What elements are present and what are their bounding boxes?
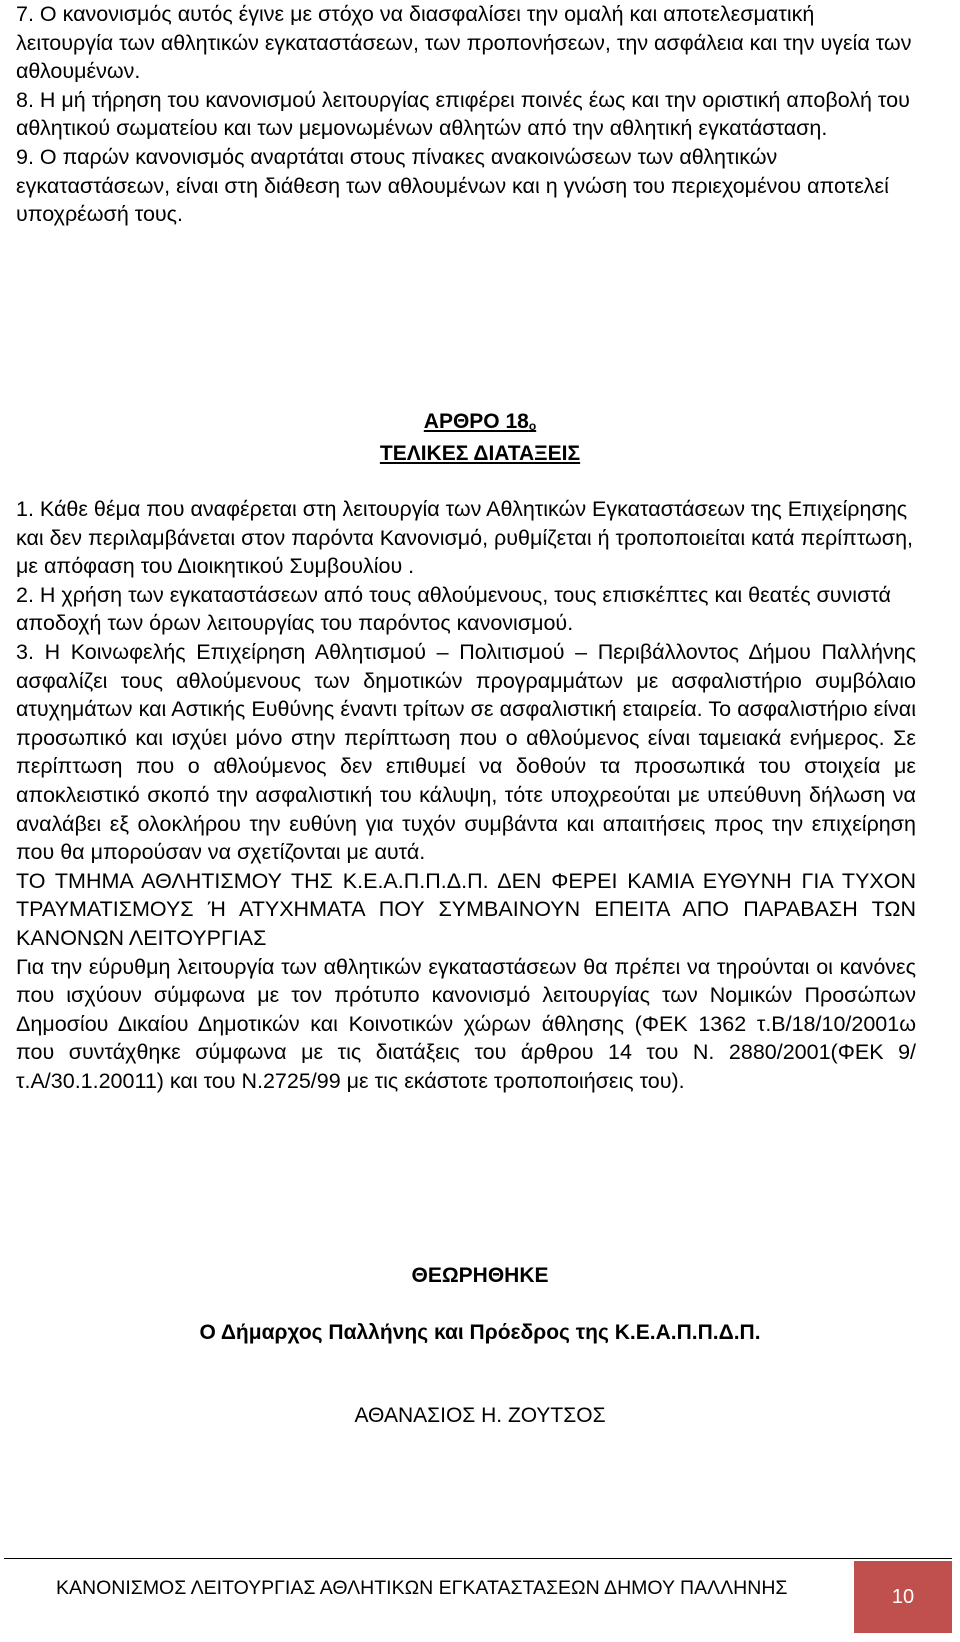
signatory-name: ΑΘΑΝΑΣΙΟΣ Η. ΖΟΥΤΣΟΣ (354, 1404, 606, 1427)
article-number-suffix: ο (528, 419, 537, 433)
article-title: ΤΕΛΙΚΕΣ ΔΙΑΤΑΞΕΙΣ (379, 442, 581, 465)
provision-2: 2. Η χρήση των εγκαταστάσεων από τους αθλούμενους, τους επισκέπτες και θεατές συνιστά αποδοχή των όρων λειτουργίας του παρόντος κανονισμού. (16, 582, 891, 636)
item-7: 7. Ο κανονισμός αυτός έγινε με στόχο να διασφαλίσει την ομαλή και αποτελεσματική λειτουργία των αθλητικών εγκαταστάσεων, των προπονήσεων, την ασφάλεια και την υγεία των αθλουμένων. (16, 2, 912, 84)
provision-1: 1. Κάθε θέμα που αναφέρεται στη λειτουργία των Αθλητικών Εγκαταστάσεων της Επιχείρησης και δεν περιλαμβάνεται στον παρόντα Κανονισμό, ρυθμίζεται ή τροποποιείται κατά περίπτωση, με απόφαση του Διοικητικού Συμβουλίου . (16, 497, 914, 579)
signatory-role: Ο Δήμαρχος Παλλήνης και Πρόεδρος της Κ.Ε.Α.Π.Π.Δ.Π. (199, 1321, 761, 1344)
item-8: 8. Η μή τήρηση του κανονισμού λειτουργίας επιφέρει ποινές έως και την οριστική αποβολή του αθλητικού σωματείου και των μεμονωμένων αθλητών από την αθλητική εγκατάσταση. (16, 87, 910, 141)
provision-3: 3. Η Κοινωφελής Επιχείρηση Αθλητισμού – Πολιτισμού – Περιβάλλοντος Δήμου Παλλήνης ασφαλίζει τους αθλούμενους των δημοτικών προγραμμάτων με ασφαλιστήριο συμβόλαιο ατυχημάτων και Αστικής Ευθύνης έναντι τρίτων σε ασφαλιστική εταιρεία. Το ασφαλιστήριο είναι προσωπικό και ισχύει μόνο στην περίπτωση που ο αθλούμενος είναι ταμειακά ενήμερος. Σε περίπτωση που ο αθλούμενος δεν επιθυμεί να δοθούν τα προσωπικά του στοιχεία με αποκλειστικό σκοπό την ασφαλιστική του κάλυψη, τότε υποχρεούται με υπεύθυνη δήλωση να αναλάβει εξ ολοκλήρου την ευθύνη για τυχόν συμβάντα και απαιτήσεις προς την επιχείρηση που θα μπορούσαν να σχετίζονται με αυτά. (16, 639, 916, 865)
article-heading (0, 408, 960, 468)
intro-items (16, 0, 916, 229)
article-body (16, 495, 916, 1095)
footer-title: ΚΑΝΟΝΙΣΜΟΣ ΛΕΙΤΟΥΡΓΙΑΣ ΑΘΛΗΤΙΚΩΝ ΕΓΚΑΤΑΣΤΑΣΕΩΝ ΔΗΜΟΥ ΠΑΛΛΗΝΗΣ (56, 1577, 788, 1599)
closing-paragraph: Για την εύρυθμη λειτουργία των αθλητικών εγκαταστάσεων θα πρέπει να τηρούνται οι κανόνες που ισχύουν σύμφωνα με τον πρότυπο κανονισμό λειτουργίας των Νομικών Προσώπων Δημοσίου Δικαίου Δημοτικών και Κοινοτικών χώρων άθλησης (ΦΕΚ 1362 τ.Β/18/10/2001ω που συντάχθηκε σύμφωνα με τις διατάξεις του άρθρου 14 του Ν. 2880/2001(ΦΕΚ 9/τ.Α/30.1.20011) και του Ν.2725/99 με τις εκάστοτε τροποποιήσεις του). (16, 954, 916, 1093)
item-9: 9. Ο παρών κανονισμός αναρτάται στους πίνακες ανακοινώσεων των αθλητικών εγκαταστάσεων, είναι στη διάθεση των αθλουμένων και η γνώση του περιεχομένου αποτελεί υποχρέωσή τους. (16, 144, 889, 227)
footer-divider (4, 1558, 952, 1559)
article-number (0, 408, 960, 440)
approved-label: ΘΕΩΡΗΘΗΚΕ (411, 1264, 549, 1287)
article-number-label: ΑΡΘΡΟ 18 (423, 410, 529, 433)
disclaimer: ΤΟ ΤΜΗΜΑ ΑΘΛΗΤΙΣΜΟΥ ΤΗΣ Κ.Ε.Α.Π.Π.Δ.Π. ΔΕΝ ΦΕΡΕΙ ΚΑΜΙΑ ΕΥΘΥΝΗ ΓΙΑ ΤΥΧΟΝ ΤΡΑΥΜΑΤΙΣΜΟΥΣ Ή ΑΤΥΧΗΜΑΤΑ ΠΟΥ ΣΥΜΒΑΙΝΟΥΝ ΕΠΕΙΤΑ ΑΠΟ ΠΑΡΑΒΑΣΗ ΤΩΝ ΚΑΝΟΝΩΝ ΛΕΙΤΟΥΡΓΙΑΣ (16, 868, 916, 950)
page-number: 10 (854, 1561, 952, 1633)
